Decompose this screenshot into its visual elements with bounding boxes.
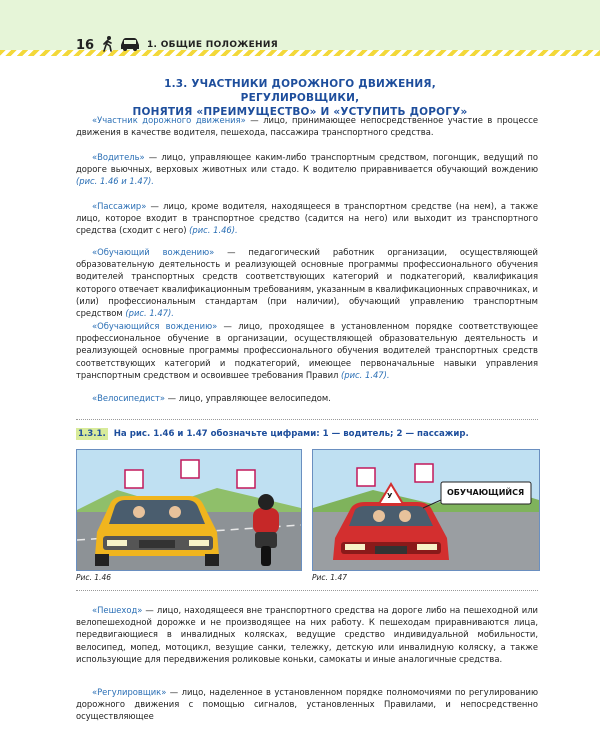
figure-ref[interactable]: (рис. 1.47).	[341, 369, 390, 380]
page-number: 16	[76, 38, 95, 53]
separator	[76, 419, 538, 420]
definition-passenger: «Пассажир» — лицо, кроме водителя, находящееся в транспортном средстве (на нем), а также лицо, которое входит в транспортное средство (садится на него) или выходит из транспортного средства (сходит с него) (рис. 1.46).	[76, 201, 538, 236]
definition-driver: «Водитель» — лицо, управляющее каким-либо транспортным средством, погонщик, ведущий по дороге вьючных, верховых животных или стадо. К водителю приравнивается обучающий вождению (рис. 1.46 и 1.47).	[76, 152, 538, 187]
figure-caption-1-47: Рис. 1.47	[312, 573, 347, 582]
task-number: 1.3.1.	[78, 429, 106, 439]
roof-sign-letter: У	[387, 492, 393, 500]
task	[76, 429, 469, 439]
page-title	[110, 77, 490, 119]
figure-1-47	[312, 449, 540, 571]
task-text: На рис. 1.46 и 1.47 обозначьте цифрами: 1 — водитель; 2 — пассажир.	[113, 429, 469, 439]
definition-traffic-controller: «Регулировщик» — лицо, наделенное в установленном порядке полномочиями по регулированию дорожного движения с помощью сигналов, установленных Правилами, и непосредственно осуществляющее	[76, 687, 538, 722]
car-icon	[119, 37, 141, 51]
figure-caption-1-46: Рис. 1.46	[76, 573, 111, 582]
definition-student: «Обучающийся вождению» — лицо, проходящее в установленном порядке соответствующее профессиональное обучение в организации, осуществляющей образовательную деятельность и реализующей основные программы профессионального обучения водителей транспортных средств соответствующих категорий и подкатегорий, имеющее первоначальные навыки управления транспортным средством и освоившее требования Правил (рис. 1.47).	[76, 321, 539, 380]
separator	[76, 590, 538, 591]
title-line-1: 1.3. УЧАСТНИКИ ДОРОЖНОГО ДВИЖЕНИЯ, РЕГУЛИРОВЩИКИ,	[164, 78, 436, 104]
definition-pedestrian: «Пешеход» — лицо, находящееся вне транспортного средства на дороге либо на пешеходной или велопешеходной дорожке и не производящее на них работу. К пешеходам приравниваются лица, передвигающиеся в инвалидных колясках, ведущие средство индивидуальной мобильности, велосипед, мопед, мотоцикл, везущие санки, тележку, детскую или инвалидную коляску, а также использующие для передвижения роликовые коньки, самокаты и иные аналогичные средства.	[76, 605, 538, 664]
student-sign-label: ОБУЧАЮЩИЙСЯ	[447, 488, 525, 497]
definition-instructor: «Обучающий вождению» — педагогический работник организации, осуществляющей образовательную деятельность и реализующей основные программы профессионального обучения водителей транспортных средств соответствующих категорий и подкатегорий, квалификация которого отвечает квалификационным требованиям, указанным в квалификационных справочниках, и (или) профессиональным стандартам (при наличии), обучающий управлению транспортным средством (рис. 1.47).	[76, 247, 538, 319]
figure-ref[interactable]: (рис. 1.47).	[125, 308, 174, 319]
pedestrian-icon	[101, 36, 115, 52]
figure-1-46-illustration	[77, 450, 301, 570]
title-line-2: ПОНЯТИЯ «ПРЕИМУЩЕСТВО» И «УСТУПИТЬ ДОРОГУ»	[132, 106, 468, 118]
figure-ref[interactable]: (рис. 1.46 и 1.47).	[76, 176, 154, 187]
definition-cyclist: «Велосипедист» — лицо, управляющее велосипедом.	[92, 393, 331, 403]
definition-participant: «Участник дорожного движения» — лицо, принимающее непосредственное участие в процессе движения в качестве водителя, пешехода, пассажира транспортного средства.	[76, 115, 538, 138]
figure-1-46	[76, 449, 302, 571]
figure-1-47-illustration	[313, 450, 539, 570]
figure-ref[interactable]: (рис. 1.46).	[189, 225, 238, 236]
section-title: 1. ОБЩИЕ ПОЛОЖЕНИЯ	[147, 40, 278, 50]
